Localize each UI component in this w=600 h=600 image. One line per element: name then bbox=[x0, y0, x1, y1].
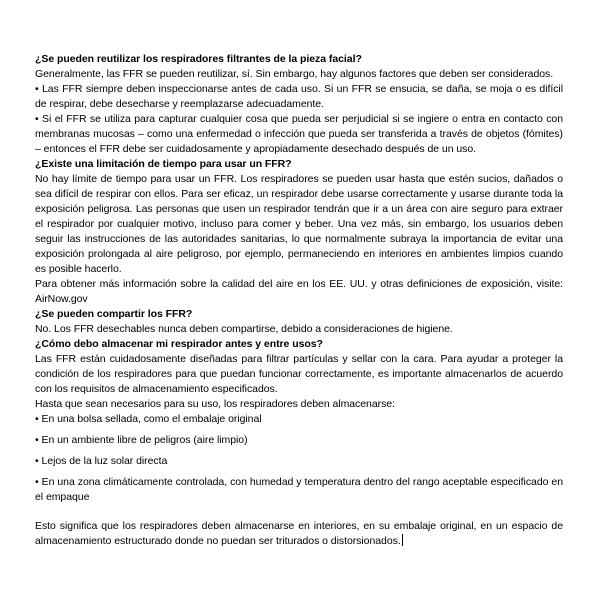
paragraph-text: • En una zona climáticamente controlada, con humedad y temperatura dentro del rango aceptable especificado en el empaque bbox=[35, 476, 563, 503]
paragraph-text: Las FFR están cuidadosamente diseñadas para filtrar partículas y sellar con la cara. Para ayudar a proteger la condición de los respiradores para que puedan funcionar correctamente, es importante almacenarlos de acuerdo con los requisitos de almacenamiento especificados. bbox=[35, 353, 563, 395]
document-heading[interactable] bbox=[35, 52, 563, 67]
document-paragraph[interactable] bbox=[35, 397, 563, 412]
paragraph-text: • En un ambiente libre de peligros (aire limpio) bbox=[35, 434, 248, 446]
paragraph-text: No. Los FFR desechables nunca deben compartirse, debido a consideraciones de higiene. bbox=[35, 323, 453, 335]
bullet-list-item[interactable] bbox=[35, 412, 563, 427]
bullet-list-item[interactable] bbox=[35, 475, 563, 505]
paragraph-text: ¿Se pueden compartir los FFR? bbox=[35, 308, 193, 320]
paragraph-text: ¿Se pueden reutilizar los respiradores filtrantes de la pieza facial? bbox=[35, 53, 362, 65]
paragraph-text: • Las FFR siempre deben inspeccionarse antes de cada uso. Si un FFR se ensucia, se daña, se moja o es difícil de respirar, debe desecharse y reemplazarse adecuadamente. bbox=[35, 83, 563, 110]
document-paragraph[interactable] bbox=[35, 172, 563, 277]
paragraph-text: Para obtener más información sobre la calidad del aire en los EE. UU. y otras definiciones de exposición, visite: AirNow.gov bbox=[35, 278, 563, 305]
bullet-list-item[interactable] bbox=[35, 454, 563, 469]
bullet-paragraph[interactable] bbox=[35, 112, 563, 157]
document-paragraph[interactable] bbox=[35, 322, 563, 337]
paragraph-text: • Lejos de la luz solar directa bbox=[35, 455, 168, 467]
document-paragraph[interactable] bbox=[35, 352, 563, 397]
bullet-paragraph[interactable] bbox=[35, 82, 563, 112]
document-heading[interactable] bbox=[35, 307, 563, 322]
paragraph-text: • En una bolsa sellada, como el embalaje original bbox=[35, 413, 262, 425]
document-heading[interactable] bbox=[35, 337, 563, 352]
document-paragraph[interactable] bbox=[35, 519, 563, 549]
document-paragraph[interactable] bbox=[35, 277, 563, 307]
paragraph-text: No hay límite de tiempo para usar un FFR. Los respiradores se pueden usar hasta que estén sucios, dañados o sea difícil de respirar con ellos. Para ser eficaz, un respirador debe usarse correctamente y usarse durante toda la exposición peligrosa. Las personas que usen un respirador tendrán que ir a un área con aire seguro para extraer el respirador por cualquier motivo, incluso para comer y beber. Una vez más, sin embargo, los usuarios deben seguir las instrucciones de las autoridades sanitarias, lo que normalmente subraya la importancia de evitar una exposición prolongada al aire peligroso, por ejemplo, permaneciendo en interiores en ambientes limpios cuando es posible hacerlo. bbox=[35, 173, 563, 275]
paragraph-text: Esto significa que los respiradores deben almacenarse en interiores, en su embalaje original, en un espacio de almacenamiento estructurado donde no puedan ser triturados o distorsionados. bbox=[35, 520, 563, 547]
text-cursor bbox=[402, 534, 403, 546]
paragraph-text: • Si el FFR se utiliza para capturar cualquier cosa que pueda ser perjudicial si se ingiere o entra en contacto con membranas mucosas – como una enfermedad o infección que pueda ser transferida a través de objetos (fómites) – entonces el FFR debe ser cuidadosamente y apropiadamente desechado después de un uso. bbox=[35, 113, 563, 155]
paragraph-text: ¿Cómo debo almacenar mi respirador antes y entre usos? bbox=[35, 338, 323, 350]
document-body[interactable] bbox=[35, 52, 563, 549]
document-heading[interactable] bbox=[35, 157, 563, 172]
paragraph-text: Generalmente, las FFR se pueden reutilizar, sí. Sin embargo, hay algunos factores que deben ser considerados. bbox=[35, 68, 554, 80]
paragraph-text: ¿Existe una limitación de tiempo para usar un FFR? bbox=[35, 158, 292, 170]
paragraph-text: Hasta que sean necesarios para su uso, los respiradores deben almacenarse: bbox=[35, 398, 395, 410]
document-paragraph[interactable] bbox=[35, 67, 563, 82]
bullet-list-item[interactable] bbox=[35, 433, 563, 448]
